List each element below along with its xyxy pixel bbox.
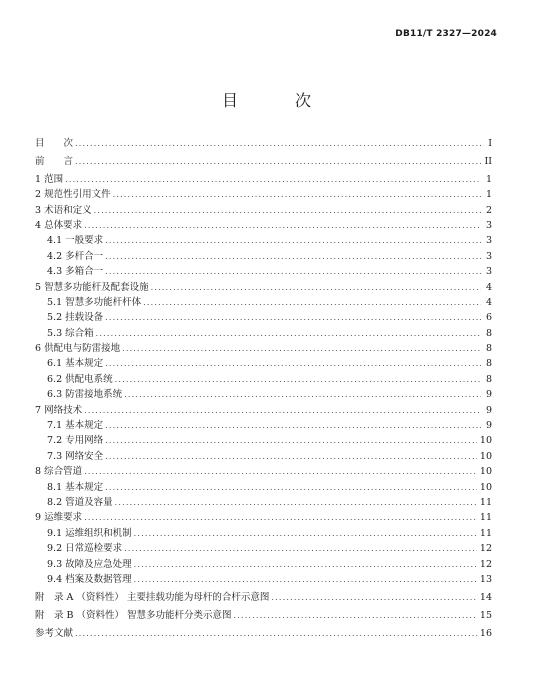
toc-leader-dots: [105, 452, 477, 461]
toc-entry[interactable]: [35, 589, 492, 604]
toc-entry-label: 8.2 管道及容量: [47, 496, 113, 508]
toc-entry[interactable]: [35, 479, 492, 494]
toc-leader-dots: [122, 344, 481, 353]
toc-entry[interactable]: [35, 279, 492, 294]
toc-entry[interactable]: [35, 432, 492, 447]
toc-leader-dots: [105, 267, 481, 276]
toc-entry-label: 4 总体要求: [35, 219, 83, 231]
toc-entry-label: 7.3 网络安全: [47, 450, 104, 462]
toc-entry-page: 11: [479, 527, 492, 539]
toc-leader-dots: [124, 390, 481, 399]
toc-entry-page: I: [488, 138, 492, 149]
toc-entry[interactable]: [35, 625, 492, 640]
toc-entry-page: 8: [485, 373, 492, 385]
toc-entry-page: 10: [479, 450, 492, 462]
toc-entry-page: 10: [479, 481, 492, 493]
toc-entry-page: 11: [479, 496, 492, 508]
toc-entry-page: 1: [485, 173, 492, 185]
toc-entry-label: 5 智慧多功能杆及配套设施: [35, 281, 149, 293]
toc-leader-dots: [271, 593, 476, 602]
toc-leader-dots: [84, 221, 481, 230]
toc-entry-page: 4: [485, 296, 492, 308]
toc-entry-label: 3 术语和定义: [35, 204, 92, 216]
toc-entry[interactable]: [35, 355, 492, 370]
toc-entry[interactable]: [35, 325, 492, 340]
toc-entry-label: 7 网络技术: [35, 404, 83, 416]
toc-entry[interactable]: [35, 171, 492, 186]
toc-entry-page: 16: [479, 627, 492, 639]
toc-entry[interactable]: [35, 448, 492, 463]
toc-entry-label: 7.1 基本规定: [47, 420, 104, 432]
toc-entry-label: 1 范围: [35, 173, 64, 185]
toc-entry-page: 8: [485, 358, 492, 370]
toc-leader-dots: [134, 560, 477, 569]
toc-entry[interactable]: [35, 386, 492, 401]
toc-entry-page: 10: [479, 435, 492, 447]
toc-entry[interactable]: [35, 463, 492, 478]
toc-entry-page: 9: [485, 389, 492, 401]
toc-entry-label: 6 供配电与防雷接地: [35, 343, 121, 355]
toc-leader-dots: [105, 421, 481, 430]
toc-leader-dots: [105, 436, 477, 445]
toc-entry-label: 8.1 基本规定: [47, 481, 104, 493]
toc-leader-dots: [105, 483, 477, 492]
toc-entry-page: 12: [479, 558, 492, 570]
toc-entry[interactable]: [35, 556, 492, 571]
toc-leader-dots: [84, 467, 477, 476]
toc-entry-page: 15: [479, 609, 492, 621]
toc-entry-page: 8: [485, 343, 492, 355]
toc-entry-page: II: [484, 155, 492, 167]
toc-entry[interactable]: [35, 525, 492, 540]
toc-entry-page: 1: [485, 189, 492, 201]
toc-entry-label: 6.2 供配电系统: [47, 373, 113, 385]
toc-entry[interactable]: [35, 571, 492, 586]
toc-entry-label: 4.2 多杆合一: [47, 250, 104, 262]
toc-leader-dots: [84, 513, 477, 522]
toc-entry-page: 11: [479, 512, 492, 524]
toc-leader-dots: [143, 298, 481, 307]
toc-leader-dots: [105, 236, 481, 245]
toc-entry[interactable]: [35, 153, 492, 168]
toc-entry-label: 9.3 故障及应急处理: [47, 558, 132, 570]
toc-entry-page: 3: [485, 219, 492, 231]
toc-entry[interactable]: [35, 371, 492, 386]
toc-entry[interactable]: [35, 309, 492, 324]
toc-entry-page: 4: [485, 281, 492, 293]
toc-entry-page: 9: [485, 404, 492, 416]
toc-entry-page: 3: [485, 266, 492, 278]
toc-entry[interactable]: [35, 186, 492, 201]
toc-leader-dots: [124, 544, 477, 553]
toc-entry-label: 4.3 多箱合一: [47, 266, 104, 278]
toc-entry-label: 6.1 基本规定: [47, 358, 104, 370]
toc-entry[interactable]: [35, 248, 492, 263]
toc-entry-label: 参考文献: [35, 627, 74, 639]
toc-leader-dots: [134, 529, 477, 538]
toc-entry[interactable]: [35, 509, 492, 524]
toc-leader-dots: [96, 329, 481, 338]
toc-entry-label: 5.2 挂载设备: [47, 312, 104, 324]
toc-entry[interactable]: [35, 607, 492, 622]
toc-leader-dots: [84, 406, 481, 415]
toc-entry[interactable]: [35, 263, 492, 278]
toc-leader-dots: [75, 629, 477, 638]
toc-entry-label: 4.1 一般要求: [47, 235, 104, 247]
toc-entry-label: 9 运维要求: [35, 512, 83, 524]
toc-entry-label: 前 言: [35, 155, 74, 167]
toc-entry-page: 3: [485, 250, 492, 262]
toc-entry-page: 2: [485, 204, 492, 216]
page-title: 目 次: [221, 91, 338, 110]
toc-entry[interactable]: [35, 217, 492, 232]
toc-leader-dots: [65, 175, 481, 184]
toc-entry[interactable]: [35, 232, 492, 247]
toc-entry-page: 13: [479, 573, 492, 585]
toc-entry[interactable]: [35, 294, 492, 309]
toc-entry[interactable]: [35, 540, 492, 555]
toc-leader-dots: [75, 139, 481, 148]
toc-entry-page: 8: [485, 327, 492, 339]
toc-entry-label: 8 综合管道: [35, 466, 83, 478]
toc-entry[interactable]: [35, 402, 492, 417]
toc-entry[interactable]: [35, 135, 492, 150]
toc-entry-label: 附 录 A （资料性） 主要挂载功能为母杆的合杆示意图: [35, 591, 270, 603]
toc-entry[interactable]: [35, 417, 492, 432]
toc-leader-dots: [134, 575, 477, 584]
toc-entry[interactable]: [35, 202, 492, 217]
toc-entry-page: 10: [479, 466, 492, 478]
toc-leader-dots: [234, 611, 477, 620]
toc-entry-label: 9.1 运维组织和机制: [47, 527, 132, 539]
toc-entry-label: 7.2 专用网络: [47, 435, 104, 447]
toc-leader-dots: [113, 190, 481, 199]
toc-leader-dots: [115, 375, 481, 384]
toc-entry-label: 9.2 日常巡检要求: [47, 543, 123, 555]
toc-entry-label: 6.3 防雷接地系统: [47, 389, 123, 401]
toc-entry-page: 12: [479, 543, 492, 555]
table-of-contents: [35, 135, 492, 640]
toc-entry-page: 14: [479, 591, 492, 603]
toc-entry-label: 5.1 智慧多功能杆杆体: [47, 296, 142, 308]
toc-leader-dots: [105, 252, 481, 261]
toc-entry[interactable]: [35, 340, 492, 355]
toc-entry-label: 2 规范性引用文件: [35, 189, 111, 201]
toc-entry-page: 3: [485, 235, 492, 247]
toc-leader-dots: [75, 157, 481, 166]
toc-entry-label: 目 次: [35, 138, 74, 149]
doc-code: DB11/T 2327—2024: [395, 29, 497, 39]
toc-leader-dots: [105, 359, 481, 368]
toc-entry-label: 5.3 综合箱: [47, 327, 94, 339]
toc-leader-dots: [94, 206, 481, 215]
toc-leader-dots: [105, 313, 481, 322]
toc-leader-dots: [151, 283, 481, 292]
toc-entry-label: 9.4 档案及数据管理: [47, 573, 132, 585]
toc-leader-dots: [115, 498, 477, 507]
toc-entry-label: 附 录 B （资料性） 智慧多功能杆分类示意图: [35, 609, 232, 621]
toc-entry-page: 6: [485, 312, 492, 324]
toc-entry[interactable]: [35, 494, 492, 509]
toc-entry-page: 9: [485, 420, 492, 432]
